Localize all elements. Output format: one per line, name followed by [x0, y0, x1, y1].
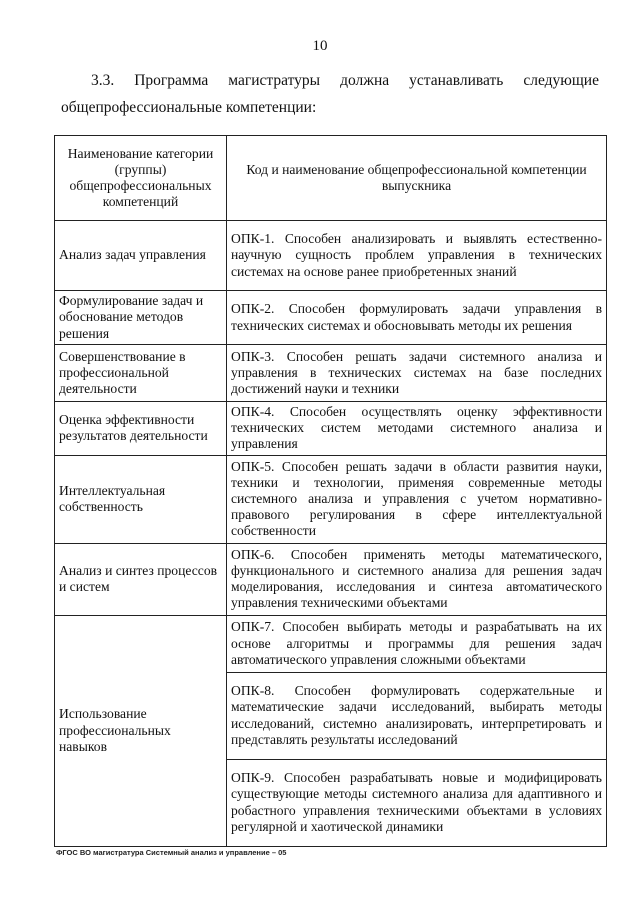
category-cell: Использование профессиональных навыков	[55, 615, 227, 846]
competency-cell: ОПК-7. Способен выбирать методы и разрабатывать на их основе алгоритмы и программы для решения задач автоматического управления сложными объектами	[227, 615, 607, 672]
intro-word: магистратуры	[228, 72, 321, 89]
category-cell: Анализ задач управления	[55, 221, 227, 291]
intro-line-1	[61, 67, 599, 94]
competency-cell: ОПК-1. Способен анализировать и выявлять естественно-научную сущность проблем управления в технических системах на основе ранее приобретенных знаний	[227, 221, 607, 291]
competencies-table	[54, 135, 607, 847]
intro-paragraph	[61, 67, 599, 121]
competency-cell: ОПК-8. Способен формулировать содержательные и математические задачи исследований, выбирать методы исследований, системно анализировать, интерпретировать и представлять результаты исследований	[227, 672, 607, 759]
category-cell: Совершенствование в профессиональной деятельности	[55, 345, 227, 402]
competency-cell: ОПК-9. Способен разрабатывать новые и модифицировать существующие методы системного анализа для адаптивного и робастного управления техническими объектами в условиях регулярной и хаотической динамики	[227, 759, 607, 846]
table-header-row	[55, 136, 607, 221]
category-cell: Оценка эффективности результатов деятельности	[55, 402, 227, 456]
header-competency: Код и наименование общепрофессиональной компетенции выпускника	[227, 136, 607, 221]
intro-word: 3.3.	[91, 72, 115, 89]
category-cell: Интеллектуальная собственность	[55, 455, 227, 543]
header-category: Наименование категории (группы) общепрофессиональных компетенций	[55, 136, 227, 221]
table-row	[55, 221, 607, 291]
table-row	[55, 615, 607, 672]
table-row	[55, 291, 607, 345]
category-cell: Формулирование задач и обоснование методов решения	[55, 291, 227, 345]
competency-cell: ОПК-3. Способен решать задачи системного анализа и управления в технических системах на базе последних достижений науки и техники	[227, 345, 607, 402]
intro-word: следующие	[523, 72, 599, 89]
table-row	[55, 345, 607, 402]
category-cell: Анализ и синтез процессов и систем	[55, 543, 227, 615]
competency-cell: ОПК-4. Способен осуществлять оценку эффективности технических систем методами системного анализа и управления	[227, 402, 607, 456]
table-row	[55, 402, 607, 456]
competency-cell: ОПК-5. Способен решать задачи в области развития науки, техники и технологии, применяя современные методы системного анализа и управления с учетом нормативно-правового регулирования в сфере интеллектуальной собственности	[227, 455, 607, 543]
page-footer: ФГОС ВО магистратура Системный анализ и управление – 05	[56, 848, 287, 857]
page-number: 10	[312, 38, 328, 54]
intro-word: Программа	[134, 72, 209, 89]
table-row	[55, 543, 607, 615]
intro-line-2: общепрофессиональные компетенции:	[61, 99, 317, 116]
competency-cell: ОПК-2. Способен формулировать задачи управления в технических системах и обосновывать методы их решения	[227, 291, 607, 345]
intro-word: должна	[340, 72, 390, 89]
competency-cell: ОПК-6. Способен применять методы математического, функционального и системного анализа для решения задач моделирования, исследования и синтеза автоматического управления техническими объектами	[227, 543, 607, 615]
intro-word: устанавливать	[409, 72, 504, 89]
table-row	[55, 455, 607, 543]
